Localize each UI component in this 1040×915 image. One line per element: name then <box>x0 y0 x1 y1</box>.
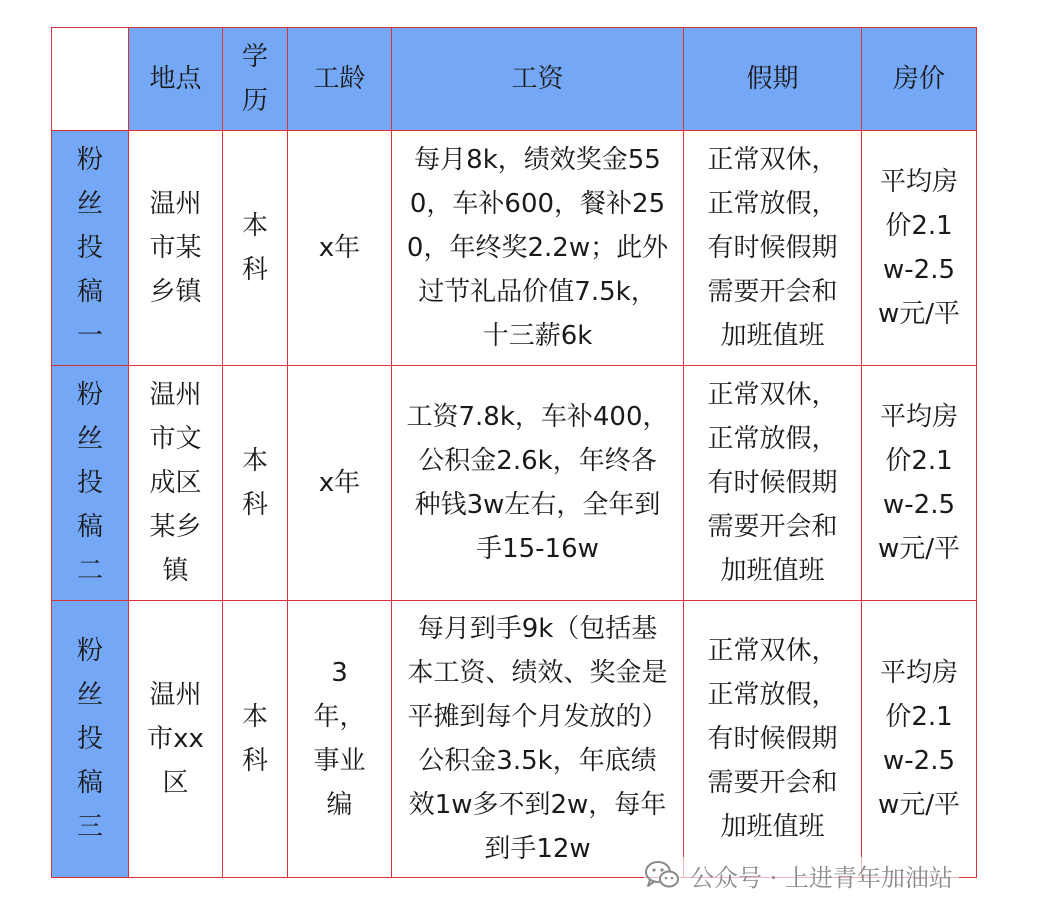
header-location: 地点 <box>129 28 223 131</box>
holiday-cell: 正常双休，正常放假，有时候假期需要开会和加班值班 <box>684 366 862 601</box>
header-corner-cell <box>52 28 129 131</box>
row-label: 粉丝投稿一 <box>52 131 129 366</box>
table-row <box>52 131 977 366</box>
house-price-cell: 平均房价2.1w-2.5w元/平 <box>862 366 977 601</box>
table-row <box>52 366 977 601</box>
salary-cell: 工资7.8k，车补400，公积金2.6k，年终各种钱3w左右，全年到手15-16w <box>392 366 684 601</box>
house-price-cell: 平均房价2.1w-2.5w元/平 <box>862 131 977 366</box>
header-salary: 工资 <box>392 28 684 131</box>
salary-comparison-table <box>51 27 977 878</box>
header-seniority: 工龄 <box>288 28 392 131</box>
house-price-cell: 平均房价2.1w-2.5w元/平 <box>862 601 977 878</box>
header-education: 学历 <box>223 28 288 131</box>
holiday-cell: 正常双休，正常放假，有时候假期需要开会和加班值班 <box>684 601 862 878</box>
row-label: 粉丝投稿三 <box>52 601 129 878</box>
watermark <box>644 857 959 893</box>
education-cell: 本科 <box>223 601 288 878</box>
header-holiday: 假期 <box>684 28 862 131</box>
education-cell: 本科 <box>223 131 288 366</box>
header-row <box>52 28 977 131</box>
location-cell: 温州市某乡镇 <box>129 131 223 366</box>
salary-cell: 每月8k，绩效奖金550，车补600，餐补250，年终奖2.2w；此外过节礼品价值7.5k，十三薪6k <box>392 131 684 366</box>
education-cell: 本科 <box>223 366 288 601</box>
row-label: 粉丝投稿二 <box>52 366 129 601</box>
table-row <box>52 601 977 878</box>
seniority-cell: 3年，事业编 <box>288 601 392 878</box>
location-cell: 温州市xx区 <box>129 601 223 878</box>
location-cell: 温州市文成区某乡镇 <box>129 366 223 601</box>
seniority-cell: x年 <box>288 131 392 366</box>
salary-cell: 每月到手9k（包括基本工资、绩效、奖金是平摊到每个月发放的）公积金3.5k，年底绩效1w多不到2w，每年到手12w <box>392 601 684 878</box>
seniority-cell: x年 <box>288 366 392 601</box>
watermark-text: 公众号 · 上进青年加油站 <box>690 863 953 892</box>
wechat-icon <box>644 860 680 890</box>
holiday-cell: 正常双休，正常放假，有时候假期需要开会和加班值班 <box>684 131 862 366</box>
header-house-price: 房价 <box>862 28 977 131</box>
